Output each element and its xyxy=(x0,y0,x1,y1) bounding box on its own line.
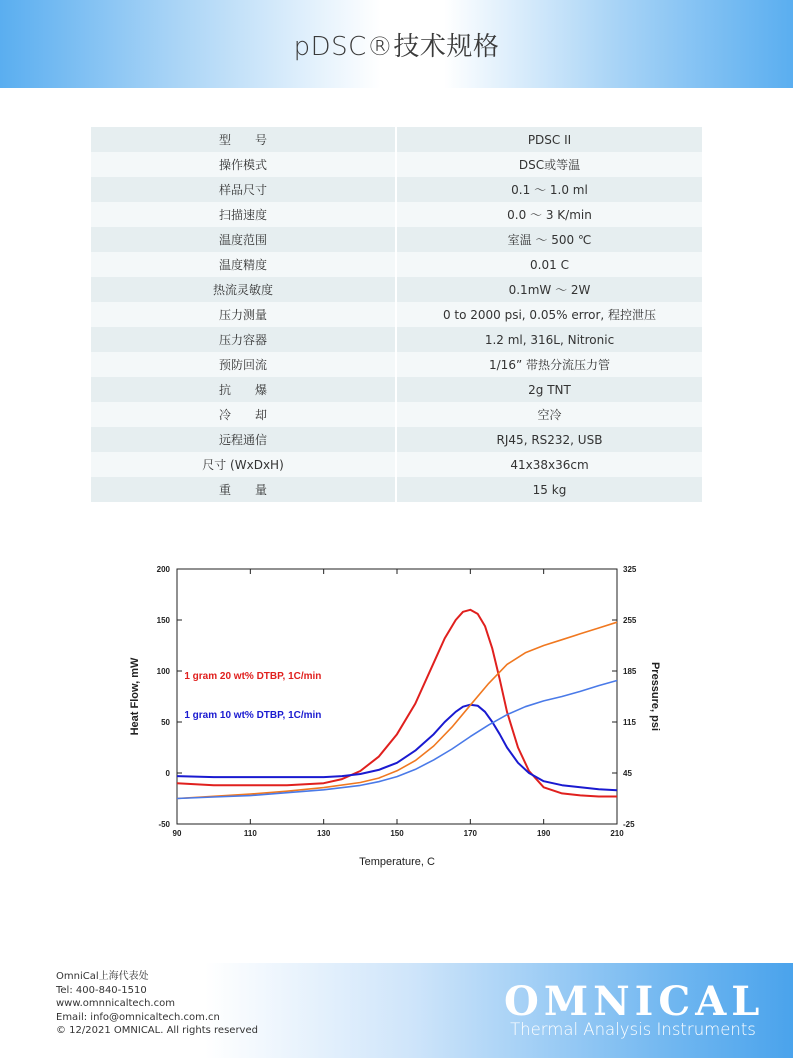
spec-row xyxy=(91,202,702,227)
spec-row xyxy=(91,377,702,402)
spec-label: 型 号 xyxy=(91,127,397,152)
footer-tel: Tel: 400-840-1510 xyxy=(56,984,147,996)
spec-label: 尺寸 (WxDxH) xyxy=(91,452,397,477)
spec-row xyxy=(91,302,702,327)
spec-label: 温度范围 xyxy=(91,227,397,252)
spec-row xyxy=(91,402,702,427)
spec-label: 预防回流 xyxy=(91,352,397,377)
spec-label: 冷 却 xyxy=(91,402,397,427)
y-tick-label: 150 xyxy=(156,616,170,625)
spec-row xyxy=(91,177,702,202)
spec-row xyxy=(91,227,702,252)
brand-logo: OMNICAL xyxy=(504,978,765,1025)
spec-label: 温度精度 xyxy=(91,252,397,277)
y2-axis-label: Pressure, psi xyxy=(649,661,661,732)
y2-tick-label: 185 xyxy=(623,667,637,676)
chart-svg xyxy=(120,555,680,875)
spec-row xyxy=(91,152,702,177)
spec-value: 0.01 C xyxy=(397,252,702,277)
spec-value: DSC或等温 xyxy=(397,152,702,177)
annotation-0: 1 gram 20 wt% DTBP, 1C/min xyxy=(184,671,322,683)
spec-value: 室温 ～ 500 ℃ xyxy=(397,227,702,252)
spec-value: 2g TNT xyxy=(397,377,702,402)
spec-row xyxy=(91,452,702,477)
spec-label: 重 量 xyxy=(91,477,397,502)
brand-tagline: Thermal Analysis Instruments xyxy=(510,1020,756,1039)
spec-label: 抗 爆 xyxy=(91,377,397,402)
y-axis-label: Heat Flow, mW xyxy=(129,657,141,736)
spec-row xyxy=(91,127,702,152)
spec-value: 空冷 xyxy=(397,402,702,427)
x-axis-label: Temperature, C xyxy=(359,856,435,868)
x-tick-label: 190 xyxy=(536,829,551,838)
spec-value: 1/16” 带热分流压力管 xyxy=(397,352,702,377)
y2-tick-label: 325 xyxy=(623,565,637,574)
y2-tick-label: 115 xyxy=(623,718,636,727)
y-tick-label: 200 xyxy=(156,565,170,574)
spec-value: 0 to 2000 psi, 0.05% error, 程控泄压 xyxy=(397,302,702,327)
y2-tick-label: -25 xyxy=(623,820,635,829)
spec-value: 0.1 ～ 1.0 ml xyxy=(397,177,702,202)
x-tick-label: 110 xyxy=(243,829,257,838)
spec-row xyxy=(91,252,702,277)
spec-label: 压力容器 xyxy=(91,327,397,352)
page-title: pDSC®技术规格 xyxy=(293,32,500,62)
footer-email[interactable]: Email: info@omnicaltech.com.cn xyxy=(56,1011,220,1023)
spec-value: 0.0 ～ 3 K/min xyxy=(397,202,702,227)
series-line-0 xyxy=(177,610,617,797)
dsc-chart xyxy=(120,555,680,875)
annotation-1: 1 gram 10 wt% DTBP, 1C/min xyxy=(184,709,322,721)
spec-label: 操作模式 xyxy=(91,152,397,177)
y-tick-label: -50 xyxy=(158,820,170,829)
x-tick-label: 150 xyxy=(390,829,404,838)
y2-tick-label: 255 xyxy=(623,616,637,625)
spec-label: 热流灵敏度 xyxy=(91,277,397,302)
y2-tick-label: 45 xyxy=(623,769,632,778)
spec-row xyxy=(91,427,702,452)
spec-table xyxy=(91,127,702,502)
spec-row xyxy=(91,327,702,352)
spec-row xyxy=(91,477,702,502)
y-tick-label: 50 xyxy=(161,718,170,727)
header-banner xyxy=(0,0,793,88)
x-tick-label: 130 xyxy=(316,829,331,838)
spec-value: 0.1mW ～ 2W xyxy=(397,277,702,302)
spec-label: 样品尺寸 xyxy=(91,177,397,202)
x-tick-label: 90 xyxy=(172,829,182,838)
series-line-3 xyxy=(177,681,617,799)
spec-row xyxy=(91,352,702,377)
spec-value: 41x38x36cm xyxy=(397,452,702,477)
y-tick-label: 0 xyxy=(165,769,170,778)
spec-label: 压力测量 xyxy=(91,302,397,327)
spec-value: RJ45, RS232, USB xyxy=(397,427,702,452)
spec-row xyxy=(91,277,702,302)
footer-contact xyxy=(56,970,258,1038)
spec-value: 1.2 ml, 316L, Nitronic xyxy=(397,327,702,352)
x-tick-label: 170 xyxy=(463,829,478,838)
footer-website[interactable]: www.omnnicaltech.com xyxy=(56,998,175,1009)
spec-value: 15 kg xyxy=(397,477,702,502)
y-tick-label: 100 xyxy=(156,667,170,676)
footer-copyright: © 12/2021 OMNICAL. All rights reserved xyxy=(56,1025,258,1036)
footer-office: OmniCal上海代表处 xyxy=(56,971,149,982)
spec-label: 扫描速度 xyxy=(91,202,397,227)
x-tick-label: 210 xyxy=(610,829,624,838)
spec-label: 远程通信 xyxy=(91,427,397,452)
spec-value: PDSC II xyxy=(397,127,702,152)
